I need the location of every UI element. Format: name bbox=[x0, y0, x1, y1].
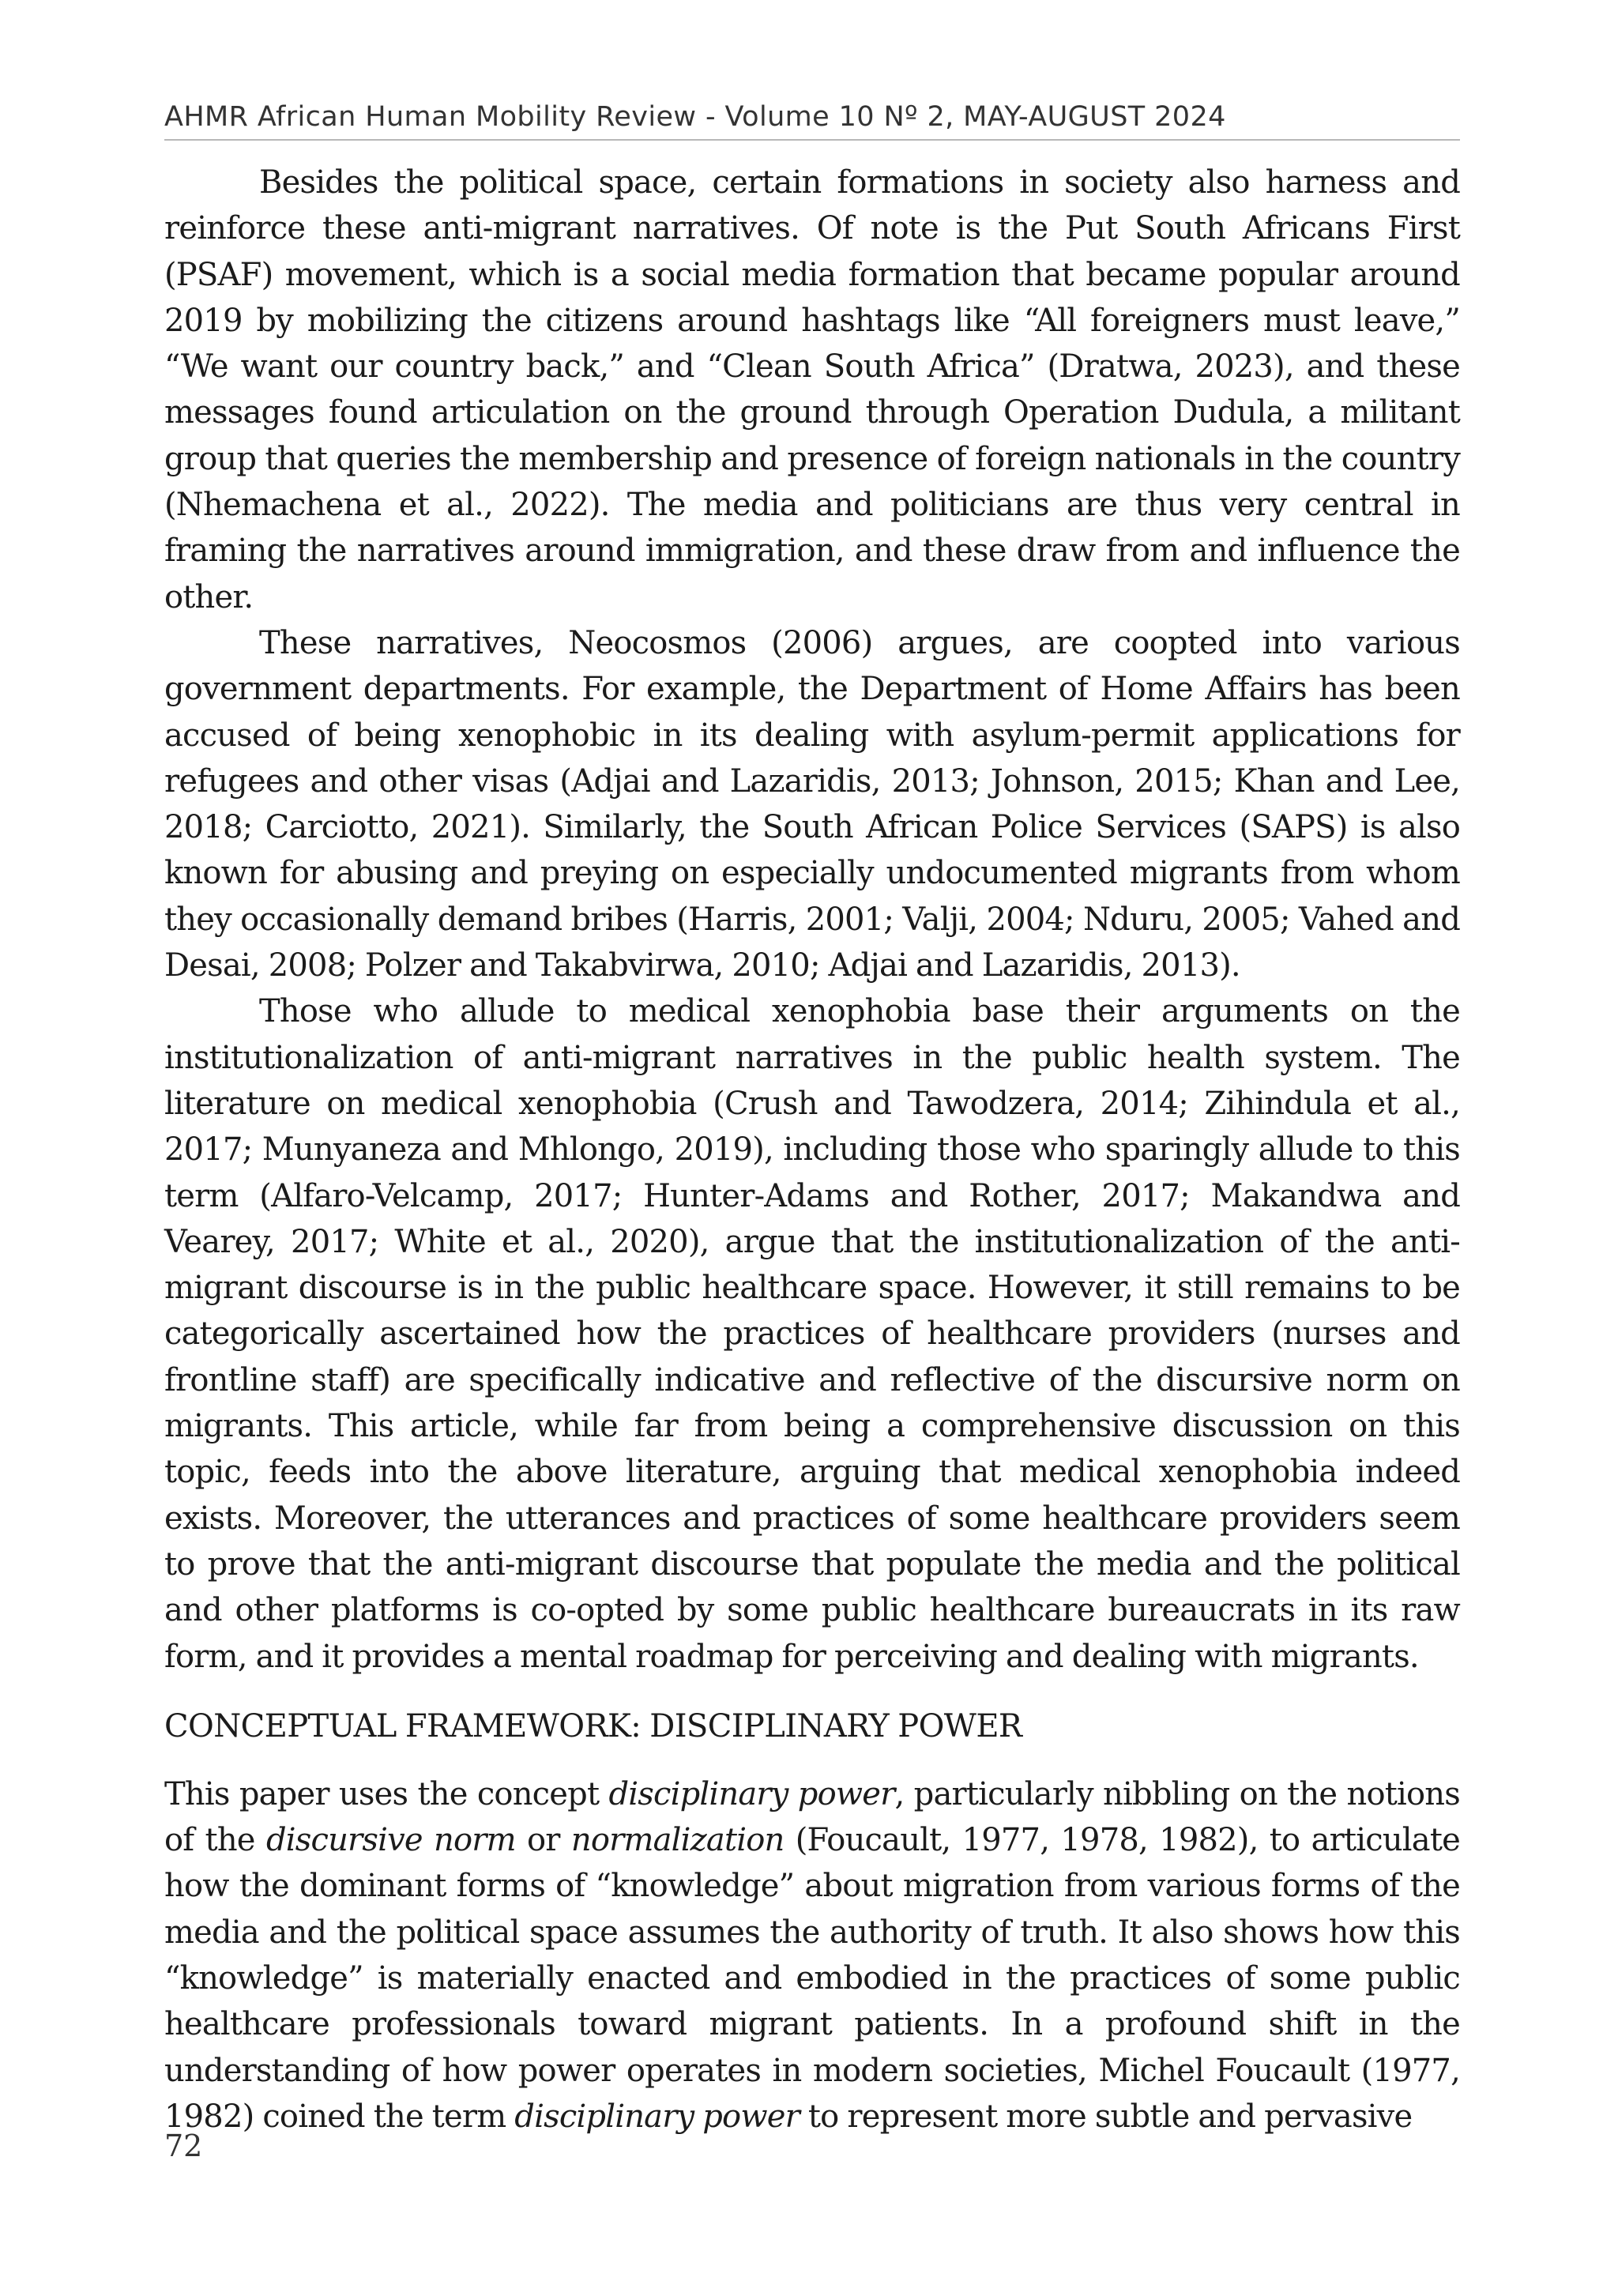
text-run: This paper uses the concept bbox=[164, 1775, 609, 1812]
italic-term: disciplinary power bbox=[608, 1775, 895, 1812]
page-number: 72 bbox=[164, 2129, 203, 2163]
text-run: (Foucault, 1977, 1978, 1982), to articulate how the dominant forms of “knowledge” about migration from various forms of the media and the political space assumes the authority of truth. It also shows how this “knowledge” is materially enacted and embodied in the practices of some public healthcare professionals toward migrant patients. In a profound shift in the understanding of how power operates in modern societies, Michel Foucault (1977, 1982) coined the term bbox=[164, 1822, 1460, 2135]
italic-term: normalization bbox=[570, 1822, 785, 1859]
paragraph-anti-migrant-formations: Besides the political space, certain formations in society also harness and reinforce these anti-migrant narratives. Of note is the Put South Africans First (PSAF) movement, which is a social media formation that became popular around 2019 by mobilizing the citizens around hashtags like “All foreigners must leave,” “We want our country back,” and “Clean South Africa” (Dratwa, 2023), and these messages found articulation on the ground through Operation Dudula, a militant group that queries the membership and presence of foreign nationals in the country (Nhemachena et al., 2022). The media and politicians are thus very central in framing the narratives around immigration, and these draw from and influence the other. bbox=[164, 164, 1460, 615]
text-run: or bbox=[515, 1822, 571, 1859]
body-text bbox=[164, 160, 1460, 2140]
document-page bbox=[164, 0, 1460, 2296]
text-run: to represent more subtle and pervasive bbox=[799, 2098, 1413, 2135]
italic-term: disciplinary power bbox=[514, 2098, 800, 2135]
running-header: AHMR African Human Mobility Review - Volume 10 Nº 2, MAY-AUGUST 2024 bbox=[164, 101, 1460, 141]
paragraph-disciplinary-power bbox=[164, 1771, 1460, 2140]
text-run: , particularly nibbling on the notions of the bbox=[164, 1775, 1460, 1859]
italic-term: discursive norm bbox=[265, 1822, 516, 1859]
paragraph-government-departments: These narratives, Neocosmos (2006) argues, are coopted into various government departments. For example, the Department of Home Affairs has been accused of being xenophobic in its dealing with asylum-permit applications for refugees and other visas (Adjai and Lazaridis, 2013; Johnson, 2015; Khan and Lee, 2018; Carciotto, 2021). Similarly, the South African Police Services (SAPS) is also known for abusing and preying on especially undocumented migrants from whom they occasionally demand bribes (Harris, 2001; Valji, 2004; Nduru, 2005; Vahed and Desai, 2008; Polzer and Takabvirwa, 2010; Adjai and Lazaridis, 2013). bbox=[164, 624, 1460, 984]
section-heading: CONCEPTUAL FRAMEWORK: DISCIPLINARY POWER bbox=[164, 1707, 1022, 1745]
paragraph-medical-xenophobia: Those who allude to medical xenophobia base their arguments on the institutionalization of anti-migrant narratives in the public health system. The literature on medical xenophobia (Crush and Tawodzera, 2014; Zihindula et al., 2017; Munyaneza and Mhlongo, 2019), including those who sparingly allude to this term (Alfaro-Velcamp, 2017; Hunter-Adams and Rother, 2017; Makandwa and Vearey, 2017; White et al., 2020), argue that the institutionalization of the anti-migrant discourse is in the public healthcare space. However, it still remains to be categorically ascertained how the practices of healthcare providers (nurses and frontline staff) are specifically indicative and reflective of the discursive norm on migrants. This article, while far from being a comprehensive discussion on this topic, feeds into the above literature, arguing that medical xenophobia indeed exists. Moreover, the utterances and practices of some healthcare providers seem to prove that the anti-migrant discourse that populate the media and the political and other platforms is co-opted by some public healthcare bureaucrats in its raw form, and it provides a mental roadmap for perceiving and dealing with migrants. bbox=[164, 993, 1460, 1675]
